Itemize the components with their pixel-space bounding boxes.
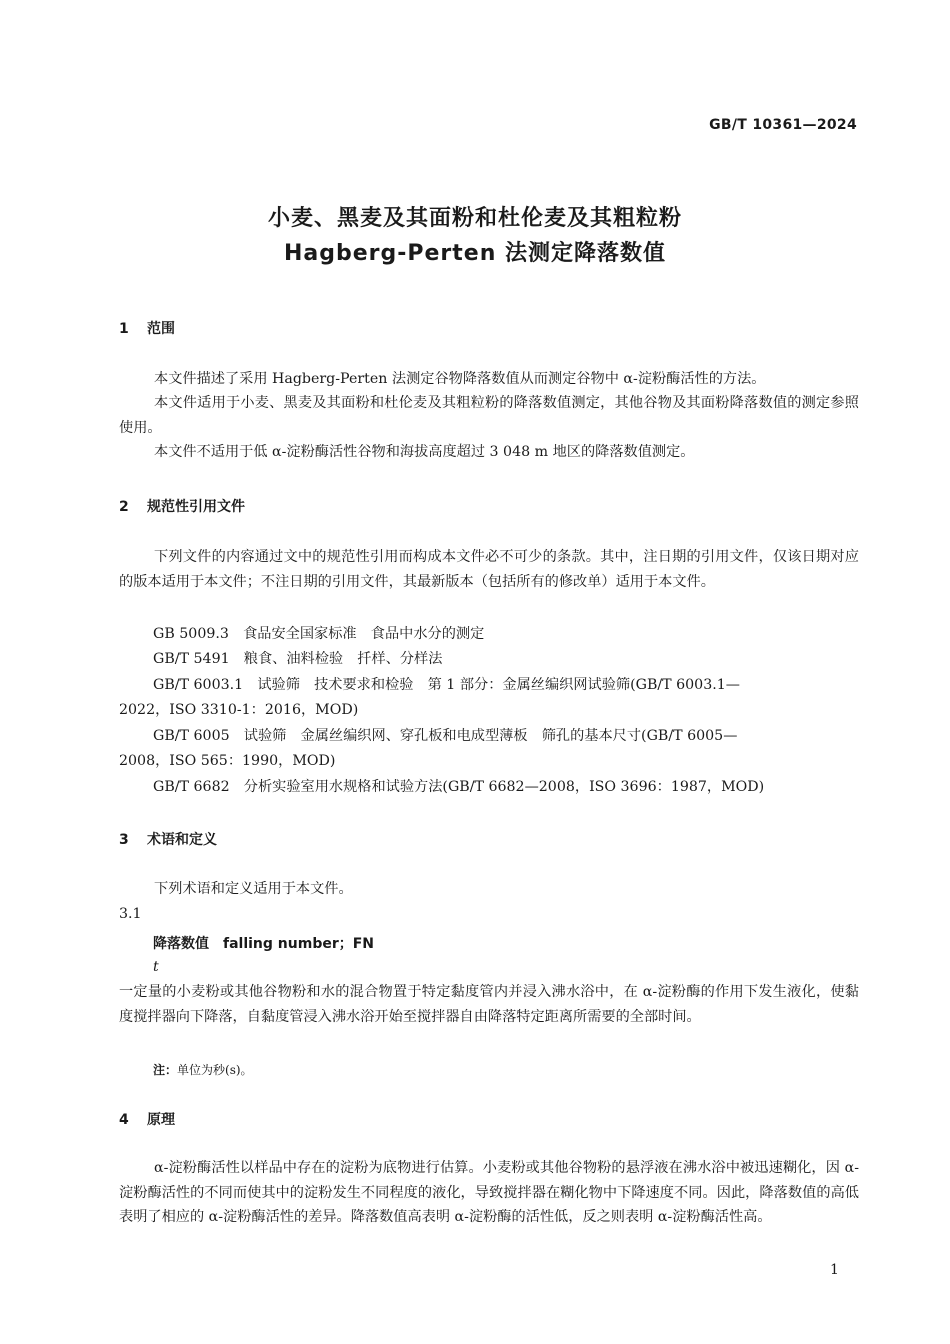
reference-gb-t-6005: GB/T 6005 试验筛 金属丝编织网、穿孔板和电成型薄板 筛孔的基本尺寸(GB/T 6005— (153, 728, 738, 744)
title-line-1: 小麦、黑麦及其面粉和杜伦麦及其粗粒粉 (267, 206, 682, 231)
document-id: GB/T 10361—2024 (709, 117, 857, 133)
section-number: 1 (119, 321, 129, 337)
reference-gb-5009-3: GB 5009.3 食品安全国家标准 食品中水分的测定 (153, 626, 485, 642)
section-4-paragraph-1: α-淀粉酶活性以样品中存在的淀粉为底物进行估算。小麦粉或其他谷物粉的悬浮液在沸水浴中被迅速糊化，因 α-淀粉酶活性的不同而使其中的淀粉发生不同程度的液化，导致搅拌器在糊化物中下降速度不同。因此，降落数值的高低表明了相应的 α-淀粉酶活性的差异。降落数值高表明 α-淀粉酶的活性低，反之则表明 α-淀粉酶活性高。 (119, 1160, 859, 1225)
reference-gb-t-6682: GB/T 6682 分析实验室用水规格和试验方法(GB/T 6682—2008，ISO 3696：1987，MOD) (153, 779, 765, 795)
section-title: 范围 (147, 321, 175, 337)
section-1-paragraph-1: 本文件描述了采用 Hagberg-Perten 法测定谷物降落数值从而测定谷物中 α-淀粉酶活性的方法。 (154, 371, 766, 387)
term-note (153, 1061, 253, 1078)
section-3-heading (119, 829, 217, 849)
title-line-2: Hagberg-Perten 法测定降落数值 (283, 241, 667, 266)
section-title: 原理 (147, 1112, 175, 1128)
term-symbol: t (153, 959, 159, 975)
section-2-intro: 下列文件的内容通过文中的规范性引用而构成本文件必不可少的条款。其中，注日期的引用文件，仅该日期对应的版本适用于本文件；不注日期的引用文件，其最新版本（包括所有的修改单）适用于本文件。 (119, 549, 859, 590)
term-definition: 一定量的小麦粉或其他谷物粉和水的混合物置于特定黏度管内并浸入沸水浴中，在 α-淀粉酶的作用下发生液化，使黏度搅拌器向下降落，自黏度管浸入沸水浴开始至搅拌器自由降落特定距离所需要的全部时间。 (119, 984, 859, 1025)
term-number: 3.1 (119, 906, 142, 922)
section-title: 规范性引用文件 (147, 499, 245, 515)
section-1-paragraph-2: 本文件适用于小麦、黑麦及其面粉和杜伦麦及其粗粒粉的降落数值测定，其他谷物及其面粉降落数值的测定参照使用。 (119, 395, 859, 436)
term-name: 降落数值 falling number；FN (153, 936, 375, 952)
section-1-heading (119, 318, 175, 338)
section-title: 术语和定义 (147, 832, 217, 848)
section-3-intro: 下列术语和定义适用于本文件。 (154, 881, 353, 897)
reference-gb-t-6003-1: GB/T 6003.1 试验筛 技术要求和检验 第 1 部分：金属丝编织网试验筛(GB/T 6003.1— (153, 677, 740, 693)
page-number: 1 (830, 1262, 839, 1278)
section-1-paragraph-3: 本文件不适用于低 α-淀粉酶活性谷物和海拔高度超过 3 048 m 地区的降落数值测定。 (154, 444, 695, 460)
section-number: 2 (119, 499, 129, 515)
reference-gb-t-6005-cont: 2008，ISO 565：1990，MOD) (119, 753, 336, 769)
section-2-heading (119, 496, 245, 516)
note-text: 单位为秒(s)。 (177, 1063, 253, 1077)
reference-gb-t-6003-1-cont: 2022，ISO 3310-1：2016，MOD) (119, 702, 359, 718)
reference-gb-t-5491: GB/T 5491 粮食、油料检验 扦样、分样法 (153, 651, 443, 667)
section-number: 3 (119, 832, 129, 848)
note-label: 注： (153, 1063, 178, 1077)
section-number: 4 (119, 1112, 129, 1128)
section-4-heading (119, 1109, 175, 1129)
